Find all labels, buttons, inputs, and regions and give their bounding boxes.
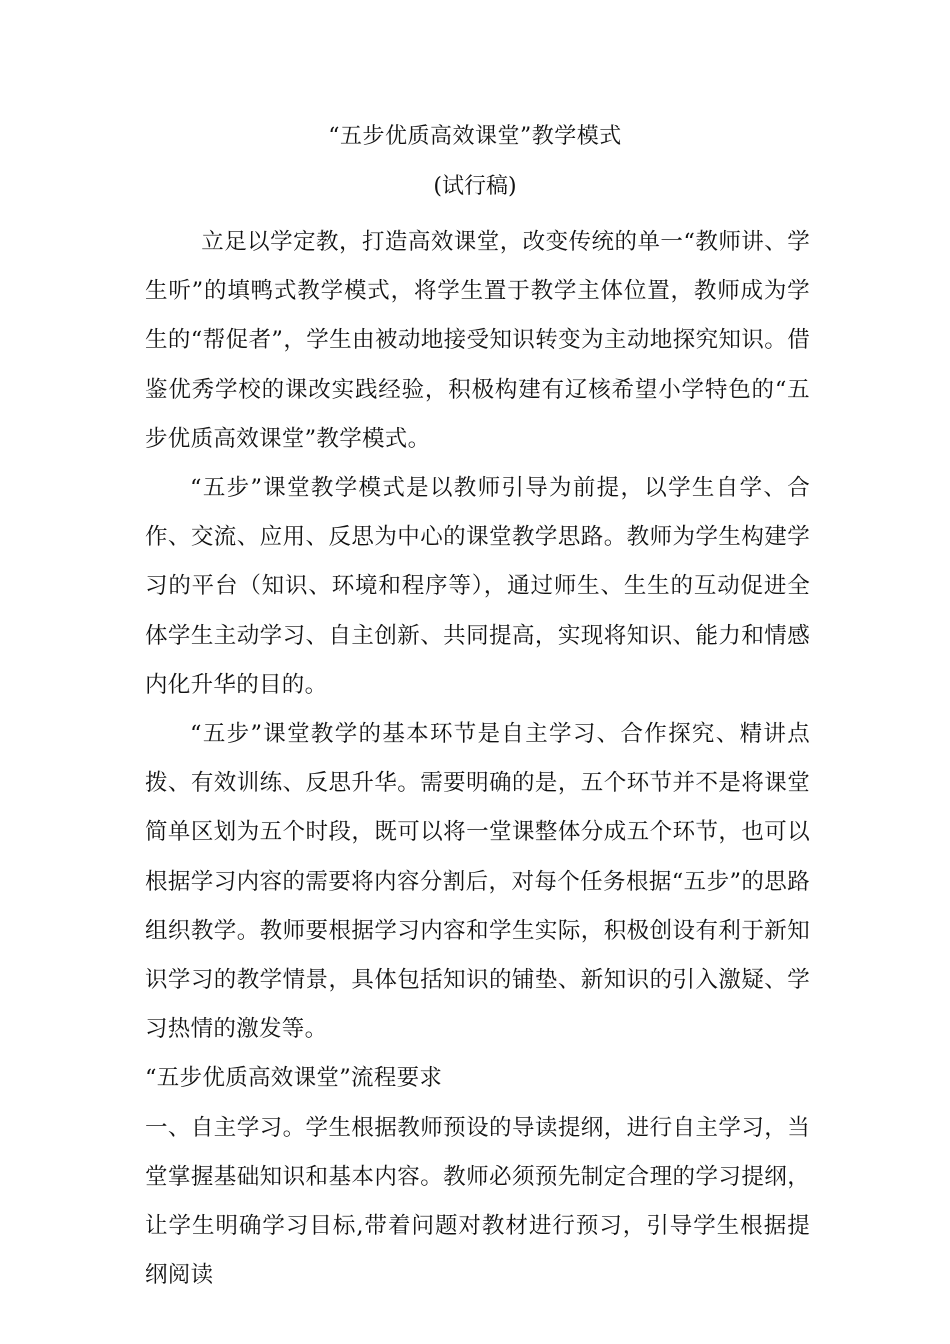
document-subtitle: (试行稿) xyxy=(433,174,517,199)
paragraph-basic-steps: “五步”课堂教学的基本环节是自主学习、合作探究、精讲点拨、有效训练、反思升华。需要明确的是，五个环节并不是将课堂简单区划为五个时段，既可以将一堂课整体分成五个环节，也可以根据学习内容的需要将内容分割后，对每个任务根据“五步”的思路组织教学。教师要根据学习内容和学生实际，积极创设有利于新知识学习的教学情景，具体包括知识的铺垫、新知识的引入激疑、学习热情的激发等。 xyxy=(145,721,810,1043)
section-heading-process: “五步优质高效课堂”流程要求 xyxy=(145,1065,443,1092)
paragraph-step-one: 一、自主学习。学生根据教师预设的导读提纲，进行自主学习，当堂掌握基础知识和基本内容。教师必须预先制定合理的学习提纲，让学生明确学习目标,带着问题对教材进行预习，引导学生根据提纲阅读 xyxy=(145,1114,810,1289)
paragraph-intro: 立足以学定教，打造高效课堂，改变传统的单一“教师讲、学生听”的填鸭式教学模式，将学生置于教学主体位置，教师成为学生的“帮促者”，学生由被动地接受知识转变为主动地探究知识。借鉴优秀学校的课改实践经验，积极构建有辽核希望小学特色的“五步优质高效课堂”教学模式。 xyxy=(145,229,810,452)
document-body xyxy=(145,218,810,1300)
document-title: “五步优质高效课堂”教学模式 xyxy=(328,124,622,149)
paragraph-model-overview: “五步”课堂教学模式是以教师引导为前提，以学生自学、合作、交流、应用、反思为中心的课堂教学思路。教师为学生构建学习的平台（知识、环境和程序等），通过师生、生生的互动促进全体学生主动学习、自主创新、共同提高，实现将知识、能力和情感内化升华的目的。 xyxy=(145,475,810,698)
